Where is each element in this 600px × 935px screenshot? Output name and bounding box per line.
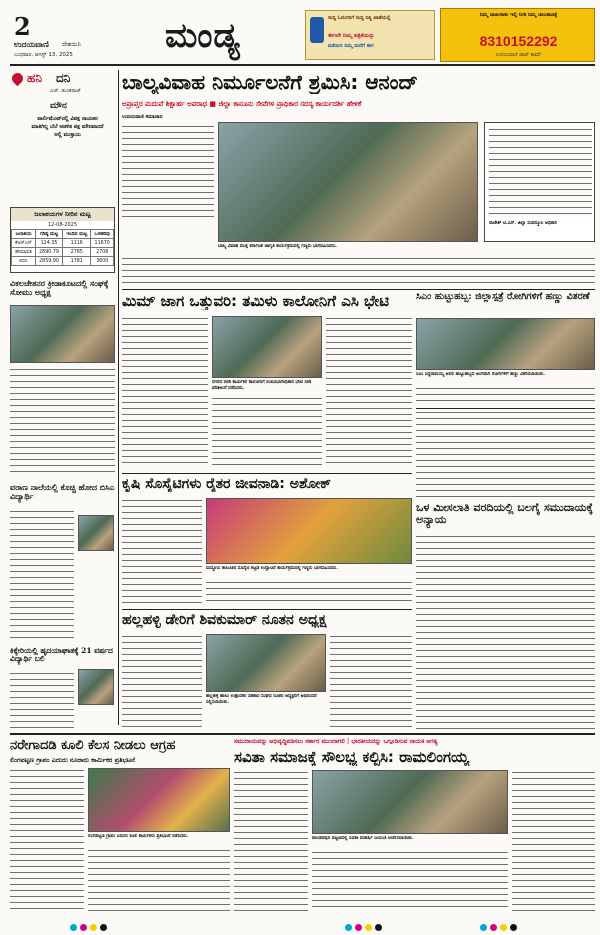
subscription-ad[interactable]	[305, 10, 435, 60]
color-dots-center	[345, 916, 385, 935]
reservoir-table-box	[10, 207, 115, 273]
ad-left-text: ಸುದ್ದಿ ಓದುಗರಿಗೆ ಸುದ್ದಿ ನಿತ್ಯ ಖಾತೆಯಲ್ಲಿ	[328, 15, 391, 21]
varana-body	[10, 509, 74, 643]
lead-caption: ಬಾಲ್ಯ ವಿವಾಹ ಮುಕ್ತ ಕರ್ನಾಟಕ ಜಾಗೃತಿ ಕಾರ್ಯಕ್ರಮದಲ್ಲಿ ಗಣ್ಯರು ಭಾಗವಹಿಸಿದರು.	[218, 244, 337, 249]
table-row	[12, 239, 114, 248]
cm-caption: ಸಿಎಂ ಸಿದ್ದರಾಮಯ್ಯ ಅವರ ಹುಟ್ಟುಹಬ್ಬದ ಅಂಗವಾಗಿ ರೋಗಿಗಳಿಗೆ ಹಣ್ಣು ವಿತರಿಸಲಾಯಿತು.	[416, 372, 546, 377]
savita-body-col1	[234, 770, 308, 912]
cm-story	[416, 292, 595, 406]
krishi-caption: ಮದ್ದೂರು ತಾಲೂಕಿನ ಸೊಸೈಟಿ ಕಟ್ಟಡ ಉದ್ಘಾಟನೆ ಕಾರ್ಯಕ್ರಮದಲ್ಲಿ ಗಣ್ಯರು ಭಾಗವಹಿಸಿದರು.	[206, 566, 338, 571]
heart-icon	[10, 71, 26, 87]
ad-phone[interactable]: 8310152292	[479, 33, 558, 49]
left-column-divider	[118, 70, 119, 725]
nrega-headline[interactable]: ನರೇಗಾದಡಿ ಕೂಲಿ ಕೆಲಸ ನೀಡಲು ಆಗ್ರಹ	[10, 738, 176, 753]
krishi-body-col1	[122, 498, 202, 606]
hallahalli-photo	[206, 634, 326, 692]
cm-headline[interactable]: ಸಿಎಂ ಹುಟ್ಟುಹಬ್ಬ: ಜಿಲ್ಲಾಸ್ಪತ್ರೆ ರೋಗಿಗಳಿಗೆ ಹಣ್ಣು ವಿತರಣೆ	[416, 291, 590, 302]
mime-caption: ನಗರದ ಬೀಡಿ ಕಾರ್ಮಿಕರ ಕಾಲೋನಿಗೆ ಉಪವಿಭಾಗಾಧಿಕಾರಿ ಭೇಟಿ ನೀಡಿ ಪರಿಶೀಲನೆ ನಡೆಸಿದರು.	[212, 380, 312, 391]
nrega-photo	[88, 768, 230, 832]
table-cell: 2890.79	[35, 248, 62, 257]
table-row	[12, 257, 114, 266]
student-photo	[78, 515, 114, 551]
table-cell: 11670	[91, 239, 114, 248]
mime-photo	[212, 316, 322, 378]
deceased-student-photo	[78, 669, 114, 705]
heart-attack-body	[10, 671, 74, 731]
table-header: ಇಂದಿನ ಮಟ್ಟ	[63, 230, 91, 239]
ad-left-sub: ಈಗಲೇ ನಿಮ್ಮ ಪತ್ರಿಕೆಯನ್ನು	[328, 33, 375, 39]
table-cell: 2708	[91, 248, 114, 257]
page-number: 2	[14, 12, 31, 41]
krishi-body-col2	[206, 580, 412, 606]
lead-headline[interactable]: ಬಾಲ್ಯವಿವಾಹ ನಿರ್ಮೂಲನೆಗೆ ಶ್ರಮಿಸಿ: ಆನಂದ್	[122, 70, 418, 94]
savita-caption: ಪಾಂಡವಪುರ ಪಟ್ಟಣದಲ್ಲಿ ಸವಿತಾ ಮಹರ್ಷಿ ಜಯಂತಿ ಆಚರಿಸಲಾಯಿತು.	[312, 836, 414, 841]
savita-headline[interactable]: ಸವಿತಾ ಸಮಾಜಕ್ಕೆ ಸೌಲಭ್ಯ ಕಲ್ಪಿಸಿ: ರಾಮಲಿಂಗಯ್ಯ	[234, 748, 470, 766]
edition: ದೇಶಯಿನಿ	[62, 41, 81, 48]
section-title: ಮಂಡ್ಯ	[165, 16, 241, 56]
hallahalli-caption: ಹಲ್ಲಹಳ್ಳಿ ಹಾಲು ಉತ್ಪಾದಕರ ಸಹಕಾರ ಸಂಘದ ನೂತನ ಅಧ್ಯಕ್ಷರಿಗೆ ಅಭಿನಂದನೆ ಸಲ್ಲಿಸಲಾಯಿತು.	[206, 694, 317, 705]
table-cell: 2859.90	[35, 257, 62, 266]
table-cell: 1781	[63, 257, 91, 266]
krishi-photo	[206, 498, 412, 564]
mime-story	[122, 292, 412, 472]
poem-title: ಮೌನ	[50, 101, 67, 111]
table-header: ಗರಿಷ್ಠ ಮಟ್ಟ	[35, 230, 62, 239]
reservoir-table	[11, 229, 114, 266]
table-row	[12, 248, 114, 257]
nrega-body-col1	[10, 768, 84, 912]
column-name-b: ದನಿ	[56, 71, 71, 85]
ad-right-sub: ಉದಯವಾಣಿ ಡಾಟ್ ಕಾಮ್	[495, 52, 542, 58]
krishi-headline[interactable]: ಕೃಷಿ ಸೊಸೈಟಿಗಳು ರೈತರ ಜೀವನಾಡಿ: ಅಶೋಕ್	[122, 476, 331, 492]
nrega-caption: ಲಿಂಗಪಟ್ಟಣ ಗ್ರಾಪಂ ಎದುರು ಕೂಲಿ ಕಾರ್ಮಿಕರು ಪ್ರತಿಭಟನೆ ನಡೆಸಿದರು.	[88, 834, 189, 839]
mid-divider	[122, 289, 595, 290]
table-header: ಜಲಾಶಯ	[12, 230, 36, 239]
mime-headline[interactable]: ಮಿಮ್ ಜಾಗ ಒತ್ತುವರಿ: ತಮಿಳು ಕಾಲೋನಿಗೆ ಎಸಿ ಭೇಟಿ	[122, 292, 389, 310]
hallahalli-body-col1	[122, 634, 202, 728]
table-header: ಒಳಹರಿವು	[91, 230, 114, 239]
savita-kicker: ಸಮುದಾಯವನ್ನು ಅಭಿವೃದ್ಧಿಪಡಿಸಲು ಸರ್ಕಾರ ಮುಂದಾಗಲಿ | ಭಾರತೀಯರನ್ನು ಒಗ್ಗೂಡಿಸುವ ನಾಯಕ ಅಗತ್ಯ	[234, 738, 438, 745]
savita-story	[234, 738, 595, 914]
krishi-divider	[122, 473, 412, 474]
mime-body-col1	[122, 316, 208, 466]
ole-divider	[416, 408, 595, 409]
table-cell: ಹೇಮಾವತಿ	[12, 248, 36, 257]
lead-byline: ಉದಯವಾಣಿ ಸಮಾಚಾರ	[122, 114, 163, 120]
cm-photo	[416, 318, 595, 370]
masthead-divider	[10, 64, 595, 66]
hallahalli-body-col2	[330, 634, 412, 728]
hallahalli-divider	[122, 609, 412, 610]
krishi-story	[122, 476, 412, 608]
lead-subhead: ಅಪ್ರಾಪ್ತರ ಮದುವೆ ಶಿಕ್ಷಾರ್ಹ ಅಪರಾಧ ■ ಜಿಲ್ಲಾ ಕಾನೂನು ಸೇವೆಗಳ ಪ್ರಾಧಿಕಾರ ಸದಸ್ಯ ಕಾರ್ಯದರ್ಶಿ ಹೇಳಿಕೆ	[122, 100, 362, 108]
table-cell: 124.35	[35, 239, 62, 248]
table-cell: ಕೆಆರ್‌ಎಸ್	[12, 239, 36, 248]
savita-photo	[312, 770, 508, 834]
table-cell: 1116	[63, 239, 91, 248]
lead-body-col2	[122, 256, 595, 286]
ole-body	[416, 534, 595, 730]
ad-left-sub2: ಪಡೆಯಿರಿ ನಿಮ್ಮ ಮನೆಗೆ ಈಗ	[328, 43, 374, 49]
hallahalli-story	[122, 612, 412, 730]
lead-quote-lines	[489, 127, 592, 217]
lead-side-note: ರಾಜೇಶ್ ಟಿ.ಎಸ್. ಜಿಲ್ಲಾ ಸಂಪನ್ಮೂಲ ಅಧಿಕಾರಿ	[489, 221, 557, 226]
ole-headline[interactable]: ಒಳ ಮೀಸಲಾತಿ ವರದಿಯಲ್ಲಿ ಬಲಗೈ ಸಮುದಾಯಕ್ಕೆ ಅನ್ಯಾಯ	[416, 501, 593, 527]
heart-attack-headline[interactable]: ಕಿಕ್ಕೇರಿಯಲ್ಲಿ ಹೃದಯಾಘಾತಕ್ಕೆ 21 ವರ್ಷದ ವಿದ್ಯಾರ್ಥಿ ಬಲಿ	[10, 646, 113, 664]
masthead	[0, 0, 600, 66]
issue-date: ಬುಧವಾರ, ಆಗಸ್ಟ್ 13, 2025	[14, 52, 73, 58]
column-author: ಎಚ್. ಡುಂಡಿರಾಜ್	[50, 88, 81, 94]
reservoir-title: ಜಲಾಶಯಗಳ ನೀರಿನ ಮಟ್ಟ	[11, 208, 114, 221]
lead-quote-box	[484, 122, 595, 242]
lead-photo	[218, 122, 478, 242]
ad-right-text: ನಿಮ್ಮ ಜಾಹೀರಾತು ಇಲ್ಲಿ ನೀಡಿ ನಿಮ್ಮ ಜಾಲತಾಣಕ್ಕೆ	[479, 12, 558, 18]
lead-body-col1	[122, 124, 214, 220]
registration-marks	[0, 916, 600, 926]
nrega-story	[10, 738, 230, 914]
color-dots-left	[70, 916, 110, 935]
reservoir-date: 12-08-2025	[47, 222, 78, 228]
ole-lead-text	[416, 410, 595, 498]
ole-story	[416, 410, 595, 730]
nrega-subhead: ಲಿಂಗಪಟ್ಟಣ ಗ್ರಾಪಂ ಎದುರು ನೂರಾರು ಕಾರ್ಮಿಕರ ಪ್ರತಿಭಟನೆ	[10, 756, 136, 764]
bottom-band-divider	[10, 733, 595, 735]
table-cell: 3600	[91, 257, 114, 266]
left-column	[10, 69, 115, 729]
color-dots-right	[480, 916, 520, 935]
vikalachetana-photo	[10, 305, 115, 363]
table-cell: 2785	[63, 248, 91, 257]
phone-icon	[310, 17, 324, 43]
savita-body-col2	[312, 850, 508, 912]
column-name-a: ಹನಿ	[27, 71, 42, 85]
advertisement-ad[interactable]	[440, 8, 595, 62]
table-cell: ಕಬಿನಿ	[12, 257, 36, 266]
cm-body	[416, 386, 595, 406]
nrega-body-col2	[88, 848, 230, 912]
vikalachetana-headline[interactable]: ವಿಕಲಚೇತನರ ಕ್ರೀಡಾಕೂಟದಲ್ಲಿ ಸಂಘಕ್ಕೆ ಸೋಮು ಅಧ್ಯಕ್ಷ	[10, 278, 109, 297]
varana-headline[interactable]: ವರಾಣ ನಾಲೆಯಲ್ಲಿ ಕೊಚ್ಚಿ ಹೋದ ಬಿಸಿಎ ವಿದ್ಯಾರ್ಥಿ	[10, 482, 115, 501]
savita-body-col3	[512, 770, 595, 912]
hani-dani-logo	[12, 71, 112, 87]
hallahalli-headline[interactable]: ಹಲ್ಲಹಳ್ಳಿ ಡೇರಿಗೆ ಶಿವಕುಮಾರ್ ನೂತನ ಅಧ್ಯಕ್ಷ	[122, 612, 327, 628]
table-header-row	[12, 230, 114, 239]
vikalachetana-body	[10, 367, 115, 477]
mime-body-col3	[326, 316, 412, 466]
paper-name: ಉದಯವಾಣಿ	[14, 40, 49, 49]
poem-text: ಪಾರ್ಲಿಮೆಂಟ್‌ನಲ್ಲಿ ವಿಪಕ್ಷ ನಾಯಕರ ಮಾತಿಗಿಲ್ಲ ಬೆಲೆ ಆಡಳಿತ ಪಕ್ಷ ಮೌನವಾದರೆ ಅಲ್ಲಿ ಮುಕ್ತಾಯ	[31, 116, 104, 138]
mime-body-col2	[212, 396, 322, 466]
lead-story	[122, 70, 595, 288]
